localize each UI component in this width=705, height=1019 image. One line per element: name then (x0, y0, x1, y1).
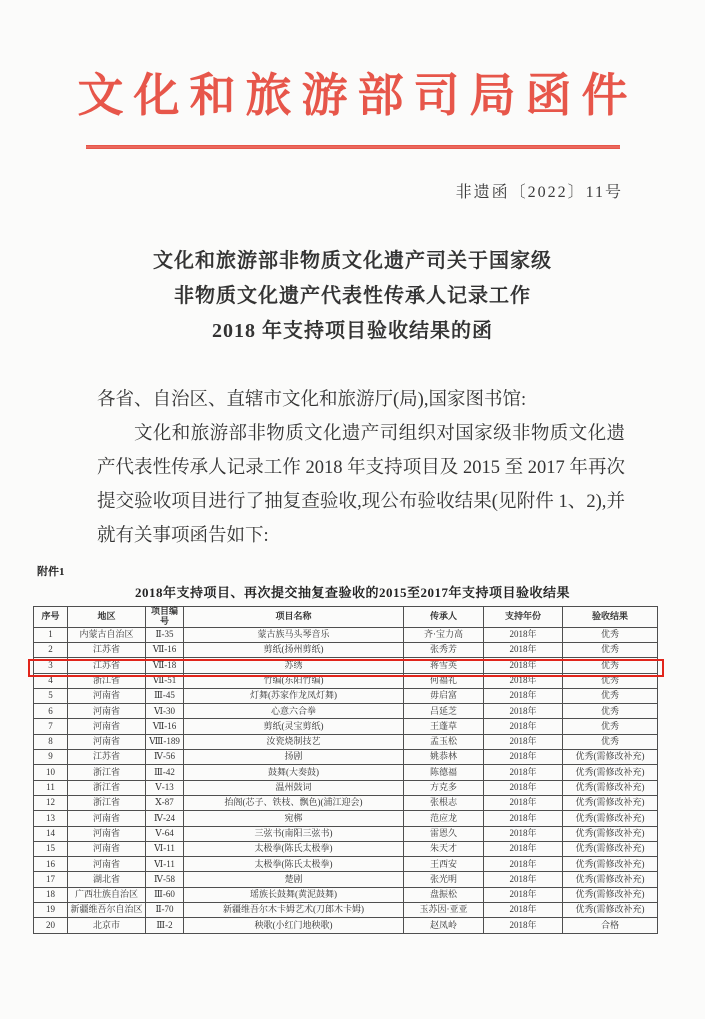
table-row (34, 765, 658, 780)
table-cell: 毋启富 (404, 688, 484, 703)
table-row (34, 642, 658, 657)
table-cell: Ⅲ-45 (146, 688, 184, 703)
table-cell: 8 (34, 734, 68, 749)
table-row (34, 857, 658, 872)
table-cell: 宛梆 (184, 811, 404, 826)
masthead-divider-rule (86, 145, 620, 149)
table-cell: 2018年 (484, 688, 563, 703)
table-cell: 盘振松 (404, 887, 484, 902)
table-cell: 优秀 (563, 734, 658, 749)
body-paragraph: 文化和旅游部非物质文化遗产司组织对国家级非物质文化遗产代表性传承人记录工作 2018 年支持项目及 2015 至 2017 年再次提交验收项目进行了抽复查验收,现公布验收结果(见附件 1、2),并就有关事项函告如下: (97, 423, 625, 546)
document-title-line-1: 文化和旅游部非物质文化遗产司关于国家级 (153, 249, 552, 272)
table-cell: 心意六合拳 (184, 704, 404, 719)
table-cell: 何福礼 (404, 673, 484, 688)
table-cell: 新疆维吾尔自治区 (68, 903, 146, 918)
results-table-container (33, 606, 657, 934)
table-header-cell: 项目编号 (146, 606, 184, 627)
table-cell: 15 (34, 841, 68, 856)
table-cell: 浙江省 (68, 673, 146, 688)
document-body (97, 383, 625, 553)
table-cell: Ⅹ-87 (146, 795, 184, 810)
table-cell: 优秀 (563, 642, 658, 657)
table-cell: 王西安 (404, 857, 484, 872)
table-cell: 2018年 (484, 719, 563, 734)
table-cell: 18 (34, 887, 68, 902)
table-row (34, 795, 658, 810)
table-cell: 张秀芳 (404, 642, 484, 657)
table-cell: 2018年 (484, 857, 563, 872)
table-cell: 抬阁(芯子、铁枝、飘色)(浦江迎会) (184, 795, 404, 810)
table-header-cell: 项目名称 (184, 606, 404, 627)
table-cell: 5 (34, 688, 68, 703)
table-row (34, 872, 658, 887)
table-cell: 太极拳(陈氏太极拳) (184, 841, 404, 856)
table-row (34, 688, 658, 703)
table-cell: 玉苏因·亚亚 (404, 903, 484, 918)
table-cell: Ⅶ-18 (146, 658, 184, 673)
table-cell: 扬剧 (184, 750, 404, 765)
document-title-line-2: 非物质文化遗产代表性传承人记录工作 (174, 284, 531, 307)
table-cell: 2018年 (484, 627, 563, 642)
table-cell: 优秀(需修改补充) (563, 765, 658, 780)
table-header-cell: 验收结果 (563, 606, 658, 627)
table-cell: 湖北省 (68, 872, 146, 887)
table-row (34, 734, 658, 749)
table-cell: 河南省 (68, 719, 146, 734)
table-cell: Ⅲ-42 (146, 765, 184, 780)
table-cell: 2018年 (484, 872, 563, 887)
table-cell: 优秀 (563, 673, 658, 688)
table-row (34, 887, 658, 902)
table-cell: 广西壮族自治区 (68, 887, 146, 902)
table-cell: 方克多 (404, 780, 484, 795)
table-cell: 3 (34, 658, 68, 673)
table-cell: 12 (34, 795, 68, 810)
results-table (33, 606, 658, 934)
table-header-row (34, 606, 658, 627)
document-masthead: 文化和旅游部司局函件 (77, 70, 638, 121)
table-row (34, 750, 658, 765)
table-cell: 河南省 (68, 704, 146, 719)
table-cell: 4 (34, 673, 68, 688)
table-cell: 2018年 (484, 765, 563, 780)
table-cell: Ⅳ-24 (146, 811, 184, 826)
table-header-cell: 地区 (68, 606, 146, 627)
table-cell: 17 (34, 872, 68, 887)
table-cell: 2018年 (484, 887, 563, 902)
table-row (34, 918, 658, 933)
table-cell: 2018年 (484, 811, 563, 826)
table-cell: Ⅶ-16 (146, 719, 184, 734)
table-row (34, 841, 658, 856)
table-cell: 优秀(需修改补充) (563, 857, 658, 872)
table-cell: Ⅵ-11 (146, 841, 184, 856)
table-cell: 优秀(需修改补充) (563, 903, 658, 918)
table-cell: 孟玉松 (404, 734, 484, 749)
table-cell: 13 (34, 811, 68, 826)
table-cell: 江苏省 (68, 642, 146, 657)
results-table-body (34, 627, 658, 933)
table-cell: 16 (34, 857, 68, 872)
table-cell: 灯舞(苏家作龙凤灯舞) (184, 688, 404, 703)
table-cell: 2018年 (484, 841, 563, 856)
table-cell: 齐·宝力高 (404, 627, 484, 642)
table-cell: 优秀 (563, 719, 658, 734)
table-cell: 优秀(需修改补充) (563, 826, 658, 841)
table-cell: 河南省 (68, 857, 146, 872)
table-cell: Ⅷ-189 (146, 734, 184, 749)
table-cell: 秧歌(小红门地秧歌) (184, 918, 404, 933)
salutation-line: 各省、自治区、直辖市文化和旅游厅(局),国家图书馆: (97, 389, 527, 410)
table-cell: 14 (34, 826, 68, 841)
table-cell: 河南省 (68, 688, 146, 703)
table-row (34, 811, 658, 826)
table-row (34, 903, 658, 918)
table-cell: Ⅴ-64 (146, 826, 184, 841)
table-cell: 2018年 (484, 704, 563, 719)
table-cell: 张光明 (404, 872, 484, 887)
table-cell: 2018年 (484, 903, 563, 918)
table-cell: 优秀(需修改补充) (563, 780, 658, 795)
table-cell: Ⅱ-70 (146, 903, 184, 918)
table-cell: Ⅱ-35 (146, 627, 184, 642)
table-cell: Ⅲ-60 (146, 887, 184, 902)
table-row (34, 719, 658, 734)
table-row (34, 826, 658, 841)
table-row (34, 673, 658, 688)
table-cell: 张根志 (404, 795, 484, 810)
table-cell: Ⅵ-11 (146, 857, 184, 872)
table-cell: 吕延芝 (404, 704, 484, 719)
table-cell: 赵凤岭 (404, 918, 484, 933)
table-cell: 1 (34, 627, 68, 642)
table-cell: 鼓舞(大奏鼓) (184, 765, 404, 780)
table-cell: 陈德福 (404, 765, 484, 780)
table-cell: 河南省 (68, 841, 146, 856)
table-header-cell: 传承人 (404, 606, 484, 627)
table-cell: 剪纸(扬州剪纸) (184, 642, 404, 657)
table-cell: 优秀(需修改补充) (563, 887, 658, 902)
table-header-cell: 支持年份 (484, 606, 563, 627)
table-cell: Ⅳ-56 (146, 750, 184, 765)
table-row (34, 780, 658, 795)
table-cell: 王蓬草 (404, 719, 484, 734)
table-cell: 温州鼓词 (184, 780, 404, 795)
table-cell: 苏绣 (184, 658, 404, 673)
table-cell: 姚恭林 (404, 750, 484, 765)
table-cell: 2018年 (484, 658, 563, 673)
table-row (34, 627, 658, 642)
table-cell: 剪纸(灵宝剪纸) (184, 719, 404, 734)
table-cell: 朱天才 (404, 841, 484, 856)
table-cell: 江苏省 (68, 750, 146, 765)
table-cell: 优秀(需修改补充) (563, 811, 658, 826)
table-cell: 范应龙 (404, 811, 484, 826)
table-cell: Ⅶ-16 (146, 642, 184, 657)
table-cell: 优秀 (563, 658, 658, 673)
table-cell: Ⅵ-30 (146, 704, 184, 719)
results-table-title: 2018年支持项目、再次提交抽复查验收的2015至2017年支持项目验收结果 (134, 584, 570, 600)
table-cell: 优秀 (563, 688, 658, 703)
table-cell: 2018年 (484, 673, 563, 688)
table-cell: 太极拳(陈氏太极拳) (184, 857, 404, 872)
table-cell: 11 (34, 780, 68, 795)
table-cell: 10 (34, 765, 68, 780)
table-cell: 优秀(需修改补充) (563, 750, 658, 765)
table-cell: 浙江省 (68, 765, 146, 780)
table-cell: 优秀(需修改补充) (563, 872, 658, 887)
table-cell: 河南省 (68, 811, 146, 826)
table-cell: 北京市 (68, 918, 146, 933)
table-cell: 汝瓷烧制技艺 (184, 734, 404, 749)
table-cell: 2018年 (484, 780, 563, 795)
table-cell: 2 (34, 642, 68, 657)
table-cell: 2018年 (484, 642, 563, 657)
table-cell: 优秀(需修改补充) (563, 795, 658, 810)
table-cell: 7 (34, 719, 68, 734)
table-cell: 浙江省 (68, 795, 146, 810)
table-cell: 河南省 (68, 734, 146, 749)
table-cell: 2018年 (484, 750, 563, 765)
table-cell: 瑶族长鼓舞(黄泥鼓舞) (184, 887, 404, 902)
table-cell: 6 (34, 704, 68, 719)
table-cell: 20 (34, 918, 68, 933)
document-number: 非遗函〔2022〕11号 (455, 183, 623, 201)
table-cell: 三弦书(南阳三弦书) (184, 826, 404, 841)
table-cell: 2018年 (484, 795, 563, 810)
table-cell: Ⅲ-2 (146, 918, 184, 933)
table-header-cell: 序号 (34, 606, 68, 627)
table-cell: 楚剧 (184, 872, 404, 887)
table-cell: 内蒙古自治区 (68, 627, 146, 642)
table-cell: 蒙古族马头琴音乐 (184, 627, 404, 642)
table-cell: 优秀 (563, 627, 658, 642)
table-cell: 2018年 (484, 826, 563, 841)
table-cell: 河南省 (68, 826, 146, 841)
table-cell: 新疆维吾尔木卡姆艺术(刀郎木卡姆) (184, 903, 404, 918)
table-cell: 2018年 (484, 734, 563, 749)
table-cell: Ⅳ-58 (146, 872, 184, 887)
table-cell: 优秀 (563, 704, 658, 719)
table-cell: 2018年 (484, 918, 563, 933)
table-cell: 江苏省 (68, 658, 146, 673)
table-row (34, 658, 658, 673)
table-cell: 雷恩久 (404, 826, 484, 841)
table-cell: 浙江省 (68, 780, 146, 795)
document-title (0, 244, 705, 349)
table-cell: 合格 (563, 918, 658, 933)
table-cell: 9 (34, 750, 68, 765)
table-cell: Ⅴ-13 (146, 780, 184, 795)
table-row (34, 704, 658, 719)
table-cell: 19 (34, 903, 68, 918)
table-cell: 竹编(东阳竹编) (184, 673, 404, 688)
table-cell: 蒋雪英 (404, 658, 484, 673)
attachment-label: 附件1 (37, 565, 65, 578)
table-cell: 优秀(需修改补充) (563, 841, 658, 856)
table-cell: Ⅶ-51 (146, 673, 184, 688)
document-title-line-3: 2018 年支持项目验收结果的函 (212, 319, 493, 342)
